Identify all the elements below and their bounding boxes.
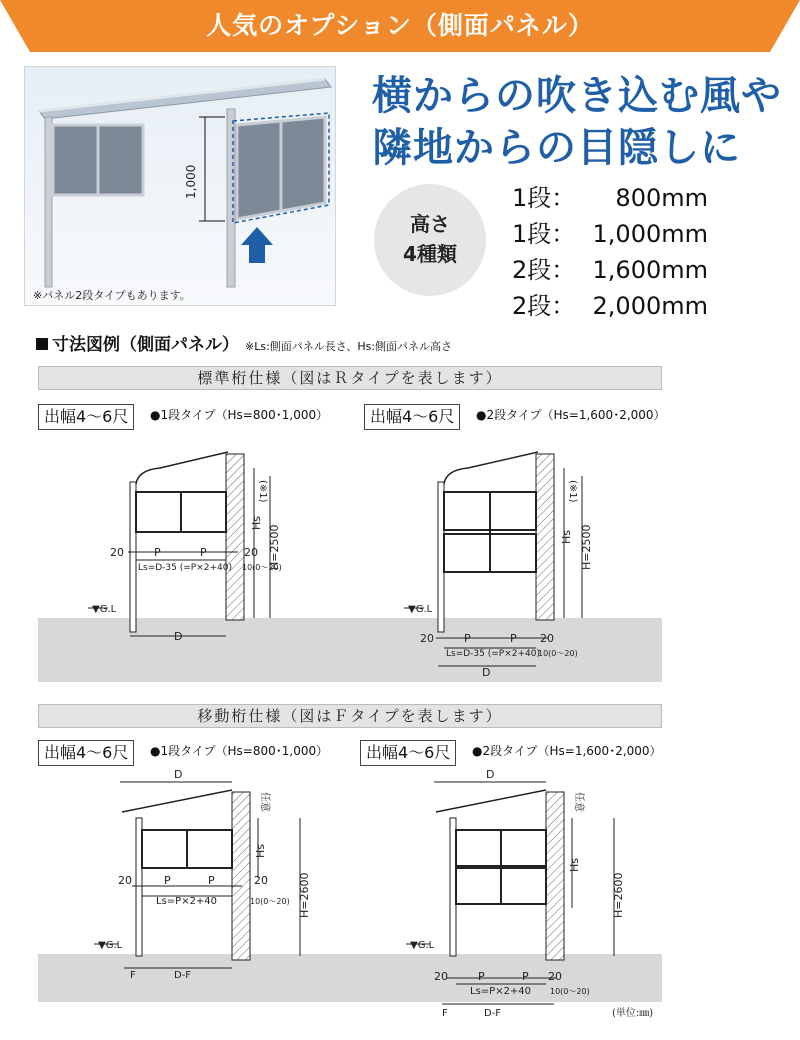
svg-text:任意: 任意 [259,792,270,812]
svg-text:P: P [478,970,485,983]
moving-left-width-label: 出幅4〜6尺 [38,740,134,766]
svg-text:D: D [486,768,495,781]
square-bullet-icon [36,338,48,350]
svg-text:P: P [164,874,171,887]
svg-text:20: 20 [540,632,554,645]
standard-left-type: ●1段タイプ（Hs=800･1,000） [150,408,329,422]
svg-text:10(0〜20): 10(0〜20) [242,563,282,572]
svg-text:P: P [208,874,215,887]
moving-right-bottom-labels [438,1000,558,1022]
svg-text:Ls=P×2+40: Ls=P×2+40 [156,896,218,907]
svg-text:10(0〜20): 10(0〜20) [250,897,290,906]
height-row-value: 1,000mm [592,220,708,248]
svg-text:Ls=P×2+40: Ls=P×2+40 [470,986,532,997]
standard-right-width-label: 出幅4〜6尺 [364,404,460,430]
svg-text:Ls=D-35 (=P×2+40): Ls=D-35 (=P×2+40) [138,563,232,573]
svg-text:H=2600: H=2600 [612,872,625,918]
dimensions-title-text: 寸法図例（側面パネル） [52,335,239,355]
unit-note: (単位:㎜) [612,1008,654,1019]
moving-diagrams [38,768,662,1002]
height-row-value: 800mm [615,184,708,212]
svg-text:P: P [522,970,529,983]
svg-text:Hs: Hs [254,843,267,858]
moving-left-type: ●1段タイプ（Hs=800･1,000） [150,744,329,758]
header-banner [0,0,800,54]
svg-text:▼G.L: ▼G.L [98,940,123,951]
svg-text:20: 20 [254,874,268,887]
svg-text:▼G.L: ▼G.L [408,604,433,615]
svg-text:▼G.L: ▼G.L [92,604,117,615]
svg-text:D-F: D-F [484,1008,502,1019]
svg-text:任意: 任意 [573,792,584,812]
svg-text:20: 20 [110,546,124,559]
height-row-label: 2段： [512,256,576,284]
height-list [512,180,792,324]
svg-text:Hs: Hs [568,857,581,872]
svg-text:10(0〜20): 10(0〜20) [538,649,578,658]
headline-line-1: 横からの吹き込む風や [372,73,782,119]
standard-diagrams [38,440,662,684]
photo-note: ※パネル2段タイプもあります。 [33,289,191,302]
svg-text:(※1): (※1) [257,480,268,503]
dimensions-section-title [36,330,452,355]
badge-line-2: 4種類 [403,242,457,266]
svg-text:20: 20 [118,874,132,887]
dimension-label-1000 [177,129,207,209]
height-row [512,180,792,216]
moving-right-width-label: 出幅4〜6尺 [360,740,456,766]
svg-text:(※1): (※1) [567,480,578,503]
svg-text:D: D [174,768,183,781]
standard-beam-bar: 標準桁仕様（図はＲタイプを表します） [38,366,662,390]
height-types-badge [374,184,486,296]
standard-left-width-label: 出幅4〜6尺 [38,404,134,430]
svg-text:10(0〜20): 10(0〜20) [550,987,590,996]
svg-text:H=2500: H=2500 [580,524,593,570]
product-photo [24,66,336,306]
svg-text:H=2500: H=2500 [268,524,281,570]
svg-text:P: P [510,632,517,645]
headline [372,70,792,174]
moving-left-diagram [94,768,311,981]
svg-text:20: 20 [420,632,434,645]
svg-text:P: P [154,546,161,559]
height-row-value: 2,000mm [592,292,708,320]
height-row [512,252,792,288]
height-row [512,216,792,252]
height-row-value: 1,600mm [592,256,708,284]
svg-text:Ls=D-35 (=P×2+40): Ls=D-35 (=P×2+40) [446,649,540,659]
badge-line-1: 高さ [410,212,450,236]
headline-line-2: 隣地からの目隠しに [372,125,741,171]
svg-text:P: P [464,632,471,645]
svg-text:D-F: D-F [174,970,192,981]
height-row-label: 1段： [512,220,576,248]
svg-text:H=2600: H=2600 [298,872,311,918]
svg-text:F: F [442,1008,448,1019]
svg-text:F: F [130,970,136,981]
dimensions-note: ※Ls:側面パネル長さ、Hs:側面パネル高さ [245,340,453,353]
moving-beam-bar: 移動桁仕様（図はＦタイプを表します） [38,704,662,728]
standard-left-diagram [88,452,282,643]
svg-text:Hs: Hs [250,515,263,530]
svg-text:20: 20 [244,546,258,559]
height-row [512,288,792,324]
svg-text:P: P [200,546,207,559]
svg-text:20: 20 [434,970,448,983]
height-row-label: 1段： [512,184,576,212]
height-row-label: 2段： [512,292,576,320]
svg-text:D: D [174,630,183,643]
moving-right-type: ●2段タイプ（Hs=1,600･2,000） [472,744,662,758]
svg-text:Hs: Hs [560,529,573,544]
svg-text:1,000: 1,000 [184,164,198,199]
svg-text:D: D [482,666,491,679]
banner-title: 人気のオプション（側面パネル） [206,11,594,40]
svg-text:20: 20 [548,970,562,983]
svg-text:▼G.L: ▼G.L [410,940,435,951]
standard-right-type: ●2段タイプ（Hs=1,600･2,000） [476,408,666,422]
